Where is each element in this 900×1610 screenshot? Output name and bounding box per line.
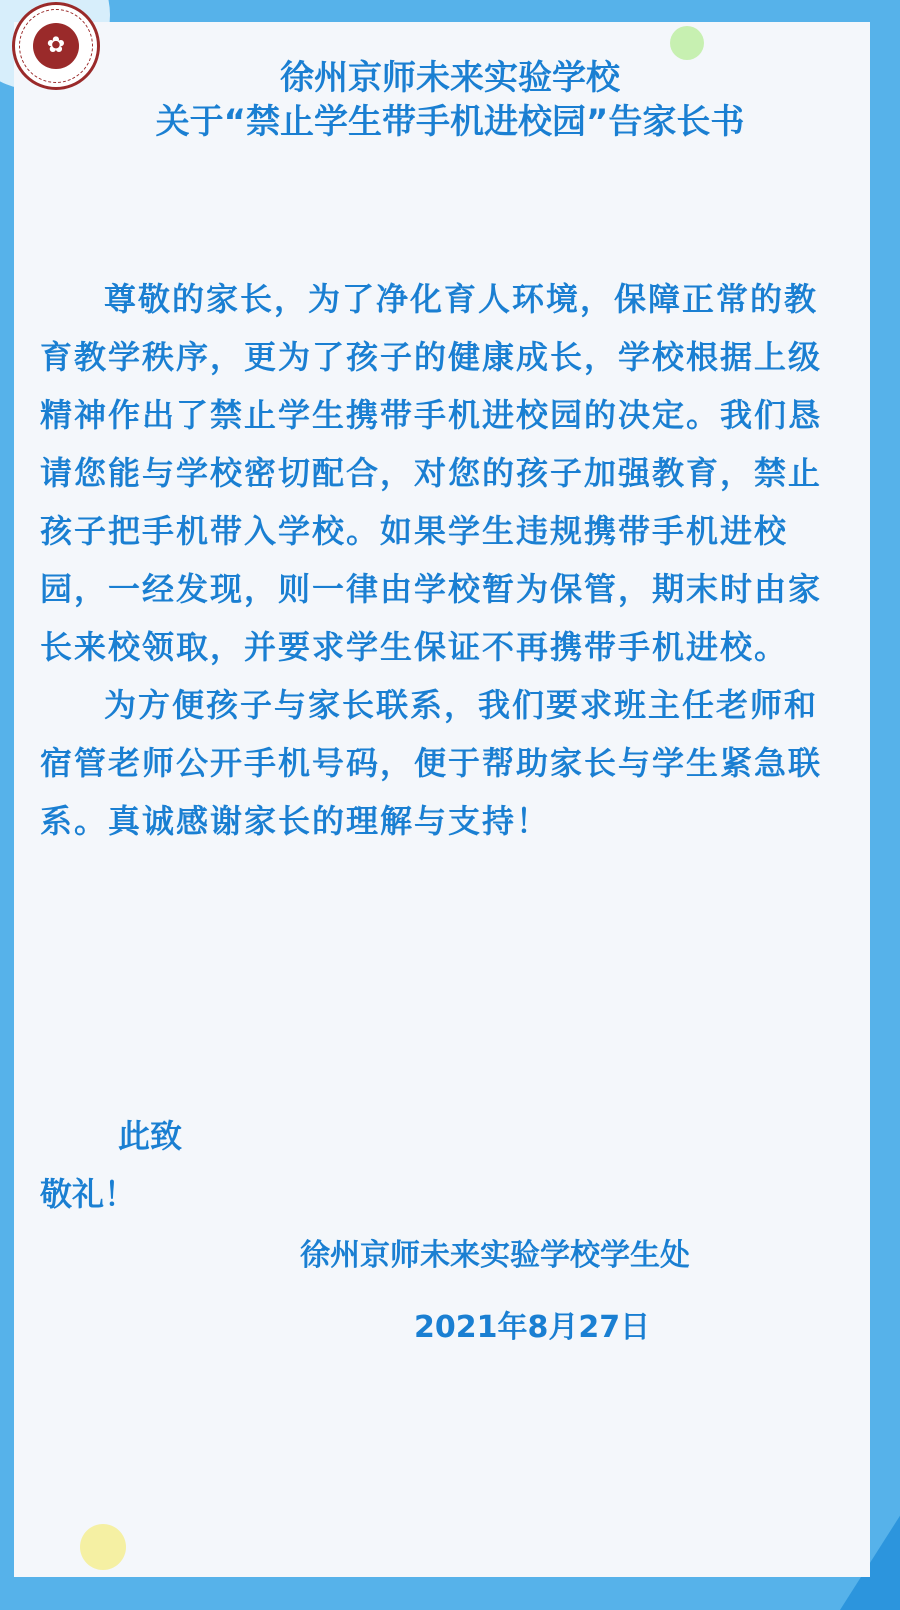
title-line-1: 徐州京师未来实验学校 — [280, 58, 620, 98]
paragraph-2: 为方便孩子与家长联系，我们要求班主任老师和宿管老师公开手机号码，便于帮助家长与学生紧急联系。真诚感谢家长的理解与支持！ — [40, 686, 823, 840]
title-line-2: 关于“禁止学生带手机进校园”告家长书 — [155, 102, 745, 142]
decorative-dot-yellow — [80, 1524, 126, 1570]
school-emblem-icon — [12, 2, 100, 90]
emblem-center — [33, 23, 79, 69]
letter-date: 2021年8月27日 — [414, 1310, 651, 1345]
signature: 徐州京师未来实验学校学生处 — [300, 1238, 690, 1273]
salutation: 敬礼！ — [40, 1175, 137, 1213]
page-title — [0, 56, 900, 144]
closing-phrase: 此致 — [118, 1117, 183, 1155]
decorative-dot-green — [670, 26, 704, 60]
letter-body — [40, 270, 830, 850]
emblem-flower-icon: ✿ — [46, 33, 66, 58]
paragraph-1: 尊敬的家长，为了净化育人环境，保障正常的教育教学秩序，更为了孩子的健康成长，学校根据上级精神作出了禁止学生携带手机进校园的决定。我们恳请您能与学校密切配合，对您的孩子加强教育，禁止孩子把手机带入学校。如果学生违规携带手机进校园，一经发现，则一律由学校暂为保管，期末时由家长来校领取，并要求学生保证不再携带手机进校。 — [40, 280, 823, 666]
